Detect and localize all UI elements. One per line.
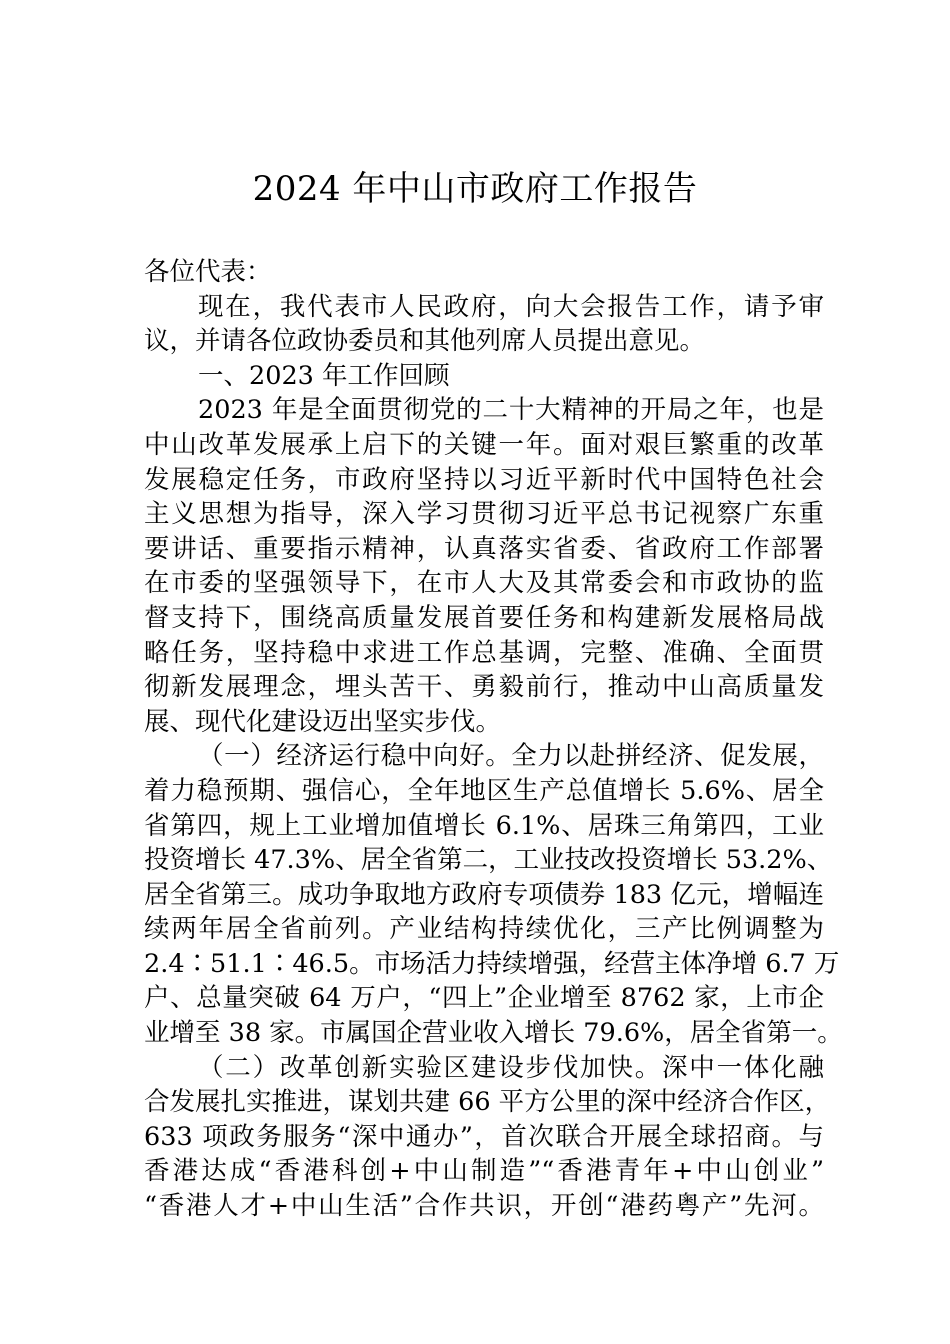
body-line: 2023 年是全面贯彻党的二十大精神的开局之年，也是: [198, 395, 824, 426]
body-line: 省第四，规上工业增加值增长 6.1%、居珠三角第四，工业: [144, 810, 824, 841]
body-line: 现在，我代表市人民政府，向大会报告工作，请予审: [198, 291, 824, 322]
body-line: 投资增长 47.3%、居全省第二，工业技改投资增长 53.2%、: [144, 845, 833, 876]
body-line: 香港达成“香港科创+中山制造”“香港青年+中山创业”: [144, 1156, 824, 1187]
document-title: 2024 年中山市政府工作报告: [252, 169, 698, 209]
body-line: 议，并请各位政协委员和其他列席人员提出意见。: [144, 326, 706, 357]
body-line: 在市委的坚强领导下，在市人大及其常委会和市政协的监: [144, 568, 824, 599]
body-line: 633 项政务服务“深中通办”，首次联合开展全球招商。与: [144, 1121, 824, 1152]
body-line: 业增至 38 家。市属国企营业收入增长 79.6%，居全省第一。: [144, 1018, 843, 1049]
body-line: 要讲话、重要指示精神，认真落实省委、省政府工作部署: [144, 533, 824, 564]
body-line: 合发展扎实推进，谋划共建 66 平方公里的深中经济合作区，: [144, 1087, 831, 1118]
body-line: 续两年居全省前列。产业结构持续优化，三产比例调整为: [144, 914, 824, 945]
body-line: “香港人才+中山生活”合作共识，开创“港药粤产”先河。: [144, 1191, 824, 1222]
body-line: （一）经济运行稳中向好。全力以赴拼经济、促发展，: [198, 741, 824, 772]
body-line: 略任务，坚持稳中求进工作总基调，完整、准确、全面贯: [144, 637, 824, 668]
body-line: 各位代表：: [144, 257, 272, 287]
body-line: （二）改革创新实验区建设步伐加快。深中一体化融: [198, 1052, 824, 1083]
body-line: 主义思想为指导，深入学习贯彻习近平总书记视察广东重: [144, 499, 824, 530]
body-line: 户、总量突破 64 万户，“四上”企业增至 8762 家，上市企: [144, 983, 824, 1014]
body-line: 发展稳定任务，市政府坚持以习近平新时代中国特色社会: [144, 464, 824, 495]
body-line: 一、2023 年工作回顾: [198, 360, 450, 391]
document-body: [144, 255, 843, 1224]
body-line: 中山改革发展承上启下的关键一年。面对艰巨繁重的改革: [144, 429, 824, 460]
body-line: 彻新发展理念，埋头苦干、勇毅前行，推动中山高质量发: [144, 672, 824, 703]
body-line: 督支持下，围绕高质量发展首要任务和构建新发展格局战: [144, 602, 824, 633]
body-line: 2.4∶51.1∶46.5。市场活力持续增强，经营主体净增 6.7 万: [144, 948, 840, 979]
body-line: 展、现代化建设迈出坚实步伐。: [144, 706, 502, 737]
body-line: 居全省第三。成功争取地方政府专项债券 183 亿元，增幅连: [144, 879, 824, 910]
body-line: 着力稳预期、强信心，全年地区生产总值增长 5.6%、居全: [144, 775, 824, 806]
